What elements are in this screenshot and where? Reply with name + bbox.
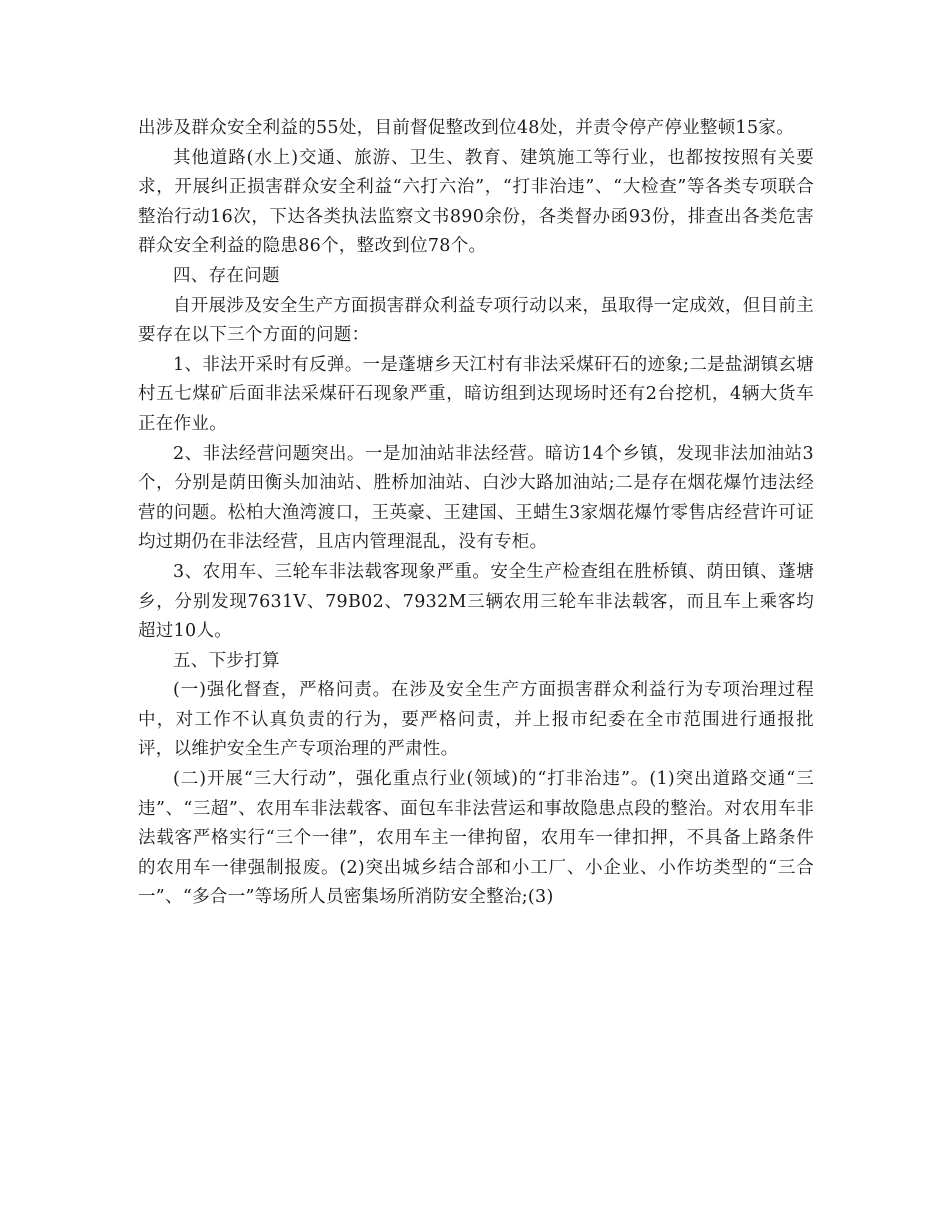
paragraph-problems-intro: 自开展涉及安全生产方面损害群众利益专项行动以来，虽取得一定成效，但目前主要存在以下三个方面的问题： [138, 295, 814, 346]
paragraph-step-2: (二)开展“三大行动”，强化重点行业(领域)的“打非治违”。(1)突出道路交通“三违”、“三超”、农用车非法载客、面包车非法营运和事故隐患点段的整治。对农用车非法载客严格实行“三个一律”，农用车主一律拘留，农用车一律扣押，不具备上路条件的农用车一律强制报废。(2)突出城乡结合部和小工厂、小企业、小作坊类型的“三合一”、“多合一”等场所人员密集场所消防安全整治;(3) [138, 769, 814, 908]
document-body [138, 114, 814, 913]
paragraph-problem-2: 2、非法经营问题突出。一是加油站非法经营。暗访14个乡镇，发现非法加油站3个，分别是荫田衡头加油站、胜桥加油站、白沙大路加油站;二是存在烟花爆竹违法经营的问题。松柏大渔湾渡口，王英豪、王建国、王蜡生3家烟花爆竹零售店经营许可证均过期仍在非法经营，且店内管理混乱，没有专柜。 [138, 443, 814, 553]
paragraph-step-1: (一)强化督查，严格问责。在涉及安全生产方面损害群众利益行为专项治理过程中，对工作不认真负责的行为，要严格问责，并上报市纪委在全市范围进行通报批评，以维护安全生产专项治理的严肃性。 [138, 680, 814, 760]
paragraph-problem-3: 3、农用车、三轮车非法载客现象严重。安全生产检查组在胜桥镇、荫田镇、蓬塘乡，分别发现7631V、79B02、7932M三辆农用三轮车非法载客，而且车上乘客均超过10人。 [138, 561, 814, 642]
paragraph-continued: 出涉及群众安全利益的55处，目前督促整改到位48处，并责令停产停业整顿15家。 [138, 118, 795, 138]
section-heading-next-steps: 五、下步打算 [173, 650, 280, 671]
paragraph-problem-1: 1、非法开采时有反弹。一是蓬塘乡天江村有非法采煤矸石的迹象;二是盐湖镇玄塘村五七煤矿后面非法采煤矸石现象严重，暗访组到达现场时还有2台挖机，4辆大货车正在作业。 [138, 354, 814, 434]
paragraph-other-industries: 其他道路(水上)交通、旅游、卫生、教育、建筑施工等行业，也都按按照有关要求，开展纠正损害群众安全利益“六打六治”，“打非治违”、“大检查”等各类专项联合整治行动16次，下达各类执法监察文书890余份，各类督办函93份，排查出各类危害群众安全利益的隐患86个，整改到位78个。 [138, 147, 814, 257]
section-heading-problems: 四、存在问题 [173, 265, 280, 286]
